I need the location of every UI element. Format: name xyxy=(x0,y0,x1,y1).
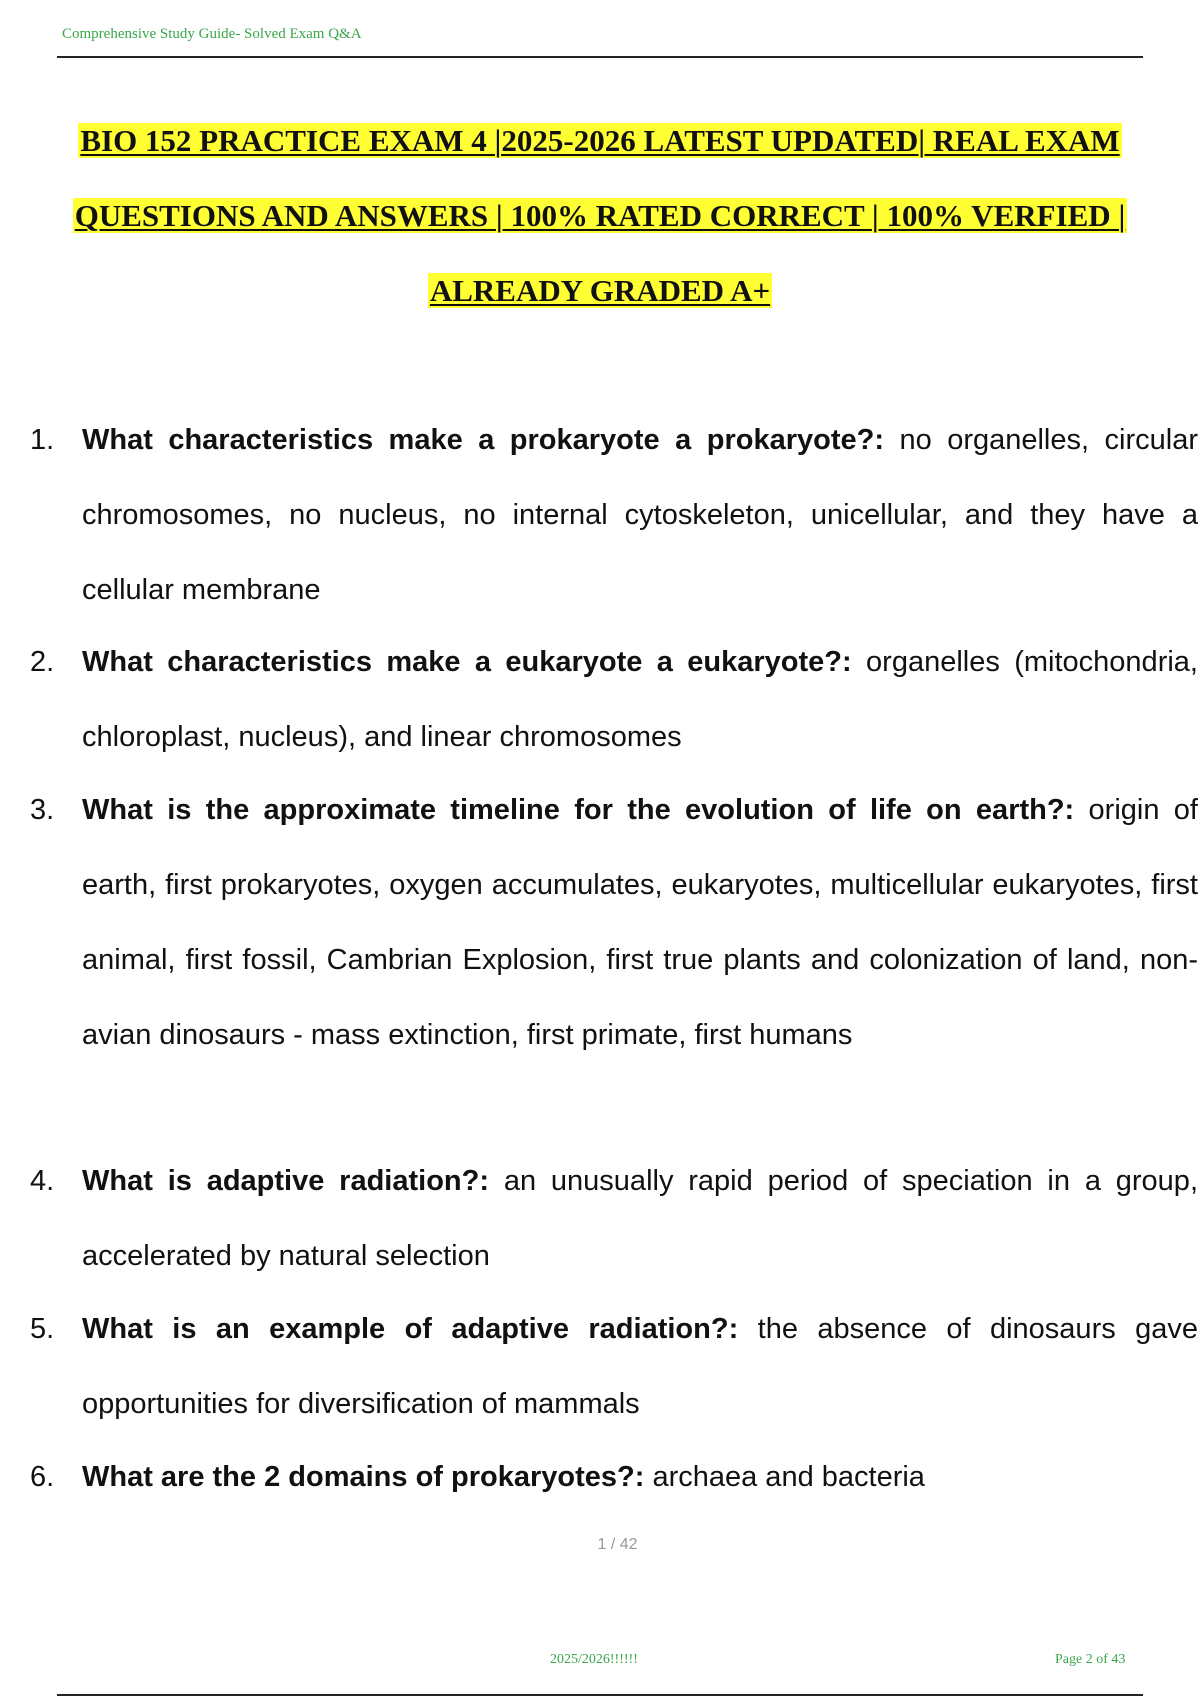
question-text xyxy=(82,1292,1198,1442)
question-answer: organelles (mitochondria, chloroplast, nucleus), and linear chromosomes xyxy=(82,646,1198,753)
title-line-2-text: QUESTIONS AND ANSWERS | 100% RATED CORRECT | 100% VERFIED | xyxy=(74,198,1126,233)
question-answer: origin of earth, first prokaryotes, oxygen accumulates, eukaryotes, multicellular eukaryotes, first animal, first fossil, Cambrian Explosion, first true plants and colonization of land, non-avian dinosaurs - mass extinction, first primate, first humans xyxy=(82,794,1198,1051)
question-prompt: What is the approximate timeline for the evolution of life on earth?: xyxy=(82,794,1075,826)
page-counter: 1 / 42 xyxy=(597,1536,638,1553)
title-line-3 xyxy=(0,273,1200,309)
question-number: 5. xyxy=(30,1313,55,1345)
question-answer: no organelles, circular chromosomes, no nucleus, no internal cytoskeleton, unicellular, and they have a cellular membrane xyxy=(82,424,1198,606)
header-divider xyxy=(57,56,1143,58)
question-text xyxy=(82,773,1198,1073)
question-text xyxy=(82,1144,1198,1294)
question-prompt: What characteristics make a eukaryote a eukaryote?: xyxy=(82,646,852,678)
question-number: 3. xyxy=(30,794,55,826)
question-number: 2. xyxy=(30,646,55,678)
question-prompt: What is an example of adaptive radiation?: xyxy=(82,1313,739,1345)
question-text xyxy=(82,1440,1198,1515)
question-text xyxy=(82,625,1198,775)
question-text xyxy=(82,403,1198,628)
title-line-1-text: BIO 152 PRACTICE EXAM 4 |2025-2026 LATEST UPDATED| REAL EXAM xyxy=(80,123,1120,158)
question-number: 6. xyxy=(30,1461,55,1493)
question-answer: an unusually rapid period of speciation in a group, accelerated by natural selection xyxy=(82,1165,1198,1272)
question-prompt: What are the 2 domains of prokaryotes?: xyxy=(82,1461,645,1493)
footer-page-label: Page 2 of 43 xyxy=(1055,1652,1126,1667)
footer-divider xyxy=(57,1694,1143,1696)
title-line-2 xyxy=(0,198,1200,234)
question-prompt: What is adaptive radiation?: xyxy=(82,1165,490,1197)
title-line-3-text: ALREADY GRADED A+ xyxy=(429,273,771,308)
question-number: 1. xyxy=(30,424,55,456)
header-text: Comprehensive Study Guide- Solved Exam Q&A xyxy=(62,26,362,42)
question-answer: the absence of dinosaurs gave opportunities for diversification of mammals xyxy=(82,1313,1199,1420)
title-line-1 xyxy=(0,123,1200,159)
question-number: 4. xyxy=(30,1165,55,1197)
footer-year-text: 2025/2026!!!!!! xyxy=(550,1652,638,1667)
question-answer: archaea and bacteria xyxy=(652,1461,925,1493)
question-prompt: What characteristics make a prokaryote a prokaryote?: xyxy=(82,424,884,456)
